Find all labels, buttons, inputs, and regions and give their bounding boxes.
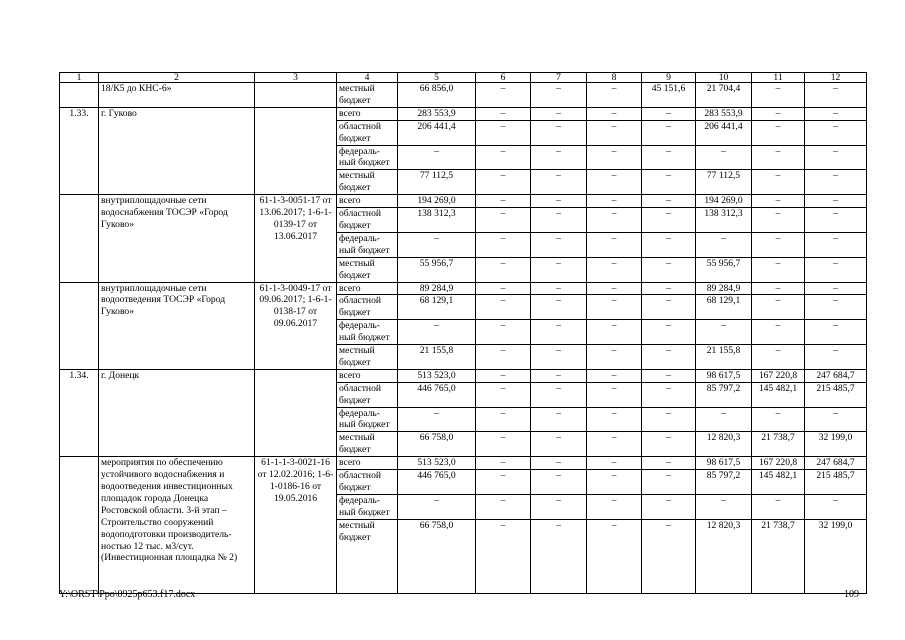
budget-type: всего [337, 107, 398, 120]
doc-reference: 61-1-3-0051-17 от 13.06.2017; 1-6-1-0139-17 от 13.06.2017 [255, 195, 337, 282]
dash-cell: – [531, 470, 587, 495]
doc-reference: 61-1-1-3-0021-16 от 12.02.2016; 1-6-1-0186-16 от 19.05.2016 [255, 457, 337, 594]
budget-type: областной бюджет [337, 295, 398, 320]
dash-cell: – [587, 145, 642, 170]
budget-type: местный бюджет [337, 432, 398, 457]
dash-cell: – [805, 494, 867, 519]
value-cell: 194 269,0 [696, 195, 752, 208]
value-cell: 66 758,0 [398, 432, 476, 457]
value-cell: 68 129,1 [696, 295, 752, 320]
value-cell: 206 441,4 [696, 120, 752, 145]
dash-cell: – [587, 432, 642, 457]
dash-cell: – [752, 232, 805, 257]
dash-cell: – [476, 470, 531, 495]
value-cell: 145 482,1 [752, 470, 805, 495]
object-name: внутриплощадочные сети водоснабжения ТОСЭР «Город Гуково» [99, 195, 255, 282]
value-cell: 89 284,9 [398, 282, 476, 295]
dash-cell: – [642, 195, 696, 208]
value-cell: 55 956,7 [398, 257, 476, 282]
value-cell: 145 482,1 [752, 382, 805, 407]
dash-cell: – [476, 120, 531, 145]
dash-cell: – [752, 320, 805, 345]
dash-cell: – [587, 382, 642, 407]
dash-cell: – [476, 295, 531, 320]
dash-cell: – [752, 295, 805, 320]
dash-cell: – [805, 170, 867, 195]
dash-cell: – [476, 407, 531, 432]
dash-cell: – [752, 494, 805, 519]
dash-cell: – [587, 369, 642, 382]
value-cell: 68 129,1 [398, 295, 476, 320]
object-name: мероприятия по обеспечению устойчивого водоснабжения и водоотведения инвестиционных площадок города Донецка Ростовской области. 3-й этап – Строительство сооружений водоподготовки производитель-ностью 12 тыс. м3/сут. (Инвестиционная площадка № 2) [99, 457, 255, 594]
object-name: 18/К5 до КНС-6» [99, 83, 255, 108]
dash-cell: – [476, 457, 531, 470]
budget-type: местный бюджет [337, 83, 398, 108]
dash-cell: – [531, 295, 587, 320]
dash-cell: – [752, 282, 805, 295]
dash-cell: – [805, 232, 867, 257]
budget-type: местный бюджет [337, 257, 398, 282]
value-cell: 66 856,0 [398, 83, 476, 108]
value-cell: 446 765,0 [398, 382, 476, 407]
dash-cell: – [752, 120, 805, 145]
row-number: 1.33. [60, 107, 99, 194]
value-cell: 12 820,3 [696, 432, 752, 457]
value-cell: 247 684,7 [805, 369, 867, 382]
dash-cell: – [531, 432, 587, 457]
dash-cell: – [587, 345, 642, 370]
value-cell: 138 312,3 [696, 208, 752, 233]
object-name: г. Донецк [99, 369, 255, 456]
budget-type: местный бюджет [337, 170, 398, 195]
dash-cell: – [642, 170, 696, 195]
dash-cell: – [805, 195, 867, 208]
value-cell: 12 820,3 [696, 519, 752, 593]
value-cell: 513 523,0 [398, 457, 476, 470]
dash-cell: – [752, 257, 805, 282]
dash-cell: – [398, 145, 476, 170]
dash-cell: – [642, 257, 696, 282]
dash-cell: – [752, 195, 805, 208]
dash-cell: – [531, 195, 587, 208]
dash-cell: – [531, 320, 587, 345]
value-cell: 21 738,7 [752, 519, 805, 593]
object-name: г. Гуково [99, 107, 255, 194]
dash-cell: – [476, 145, 531, 170]
dash-cell: – [476, 382, 531, 407]
dash-cell: – [587, 170, 642, 195]
value-cell: 138 312,3 [398, 208, 476, 233]
value-cell: 446 765,0 [398, 470, 476, 495]
col-header: 6 [476, 73, 531, 83]
dash-cell: – [476, 494, 531, 519]
value-cell: 283 553,9 [696, 107, 752, 120]
dash-cell: – [752, 170, 805, 195]
dash-cell: – [642, 295, 696, 320]
budget-type: федераль-ный бюджет [337, 494, 398, 519]
value-cell: 247 684,7 [805, 457, 867, 470]
dash-cell: – [587, 494, 642, 519]
dash-cell: – [805, 295, 867, 320]
budget-type: федераль-ный бюджет [337, 145, 398, 170]
budget-type: федераль-ный бюджет [337, 407, 398, 432]
dash-cell: – [476, 170, 531, 195]
table-row [60, 282, 867, 295]
dash-cell: – [531, 282, 587, 295]
dash-cell: – [805, 407, 867, 432]
dash-cell: – [642, 432, 696, 457]
budget-type: федераль-ный бюджет [337, 320, 398, 345]
dash-cell: – [587, 320, 642, 345]
dash-cell: – [531, 232, 587, 257]
value-cell: 55 956,7 [696, 257, 752, 282]
col-header: 12 [805, 73, 867, 83]
dash-cell: – [642, 519, 696, 593]
dash-cell: – [476, 208, 531, 233]
dash-cell: – [696, 320, 752, 345]
dash-cell: – [531, 208, 587, 233]
dash-cell: – [642, 407, 696, 432]
dash-cell: – [805, 107, 867, 120]
dash-cell: – [531, 457, 587, 470]
dash-cell: – [642, 369, 696, 382]
budget-type: местный бюджет [337, 345, 398, 370]
col-header: 10 [696, 73, 752, 83]
dash-cell: – [587, 120, 642, 145]
dash-cell: – [805, 320, 867, 345]
col-header: 9 [642, 73, 696, 83]
value-cell: 167 220,8 [752, 369, 805, 382]
dash-cell: – [805, 120, 867, 145]
col-header: 8 [587, 73, 642, 83]
col-header: 2 [99, 73, 255, 83]
dash-cell: – [642, 232, 696, 257]
dash-cell: – [696, 232, 752, 257]
value-cell: 98 617,5 [696, 457, 752, 470]
budget-type: всего [337, 369, 398, 382]
dash-cell: – [531, 519, 587, 593]
dash-cell: – [531, 382, 587, 407]
budget-type: всего [337, 457, 398, 470]
page-number: 109 [844, 589, 859, 600]
dash-cell: – [805, 257, 867, 282]
dash-cell: – [476, 432, 531, 457]
value-cell: 283 553,9 [398, 107, 476, 120]
object-name: внутриплощадочные сети водоотведения ТОСЭР «Город Гуково» [99, 282, 255, 369]
doc-reference: 61-1-3-0049-17 от 09.06.2017; 1-6-1-0138-17 от 09.06.2017 [255, 282, 337, 369]
value-cell: 89 284,9 [696, 282, 752, 295]
dash-cell: – [531, 107, 587, 120]
budget-type: федераль-ный бюджет [337, 232, 398, 257]
col-header: 4 [337, 73, 398, 83]
value-cell: 21 155,8 [696, 345, 752, 370]
value-cell: 77 112,5 [398, 170, 476, 195]
dash-cell: – [642, 382, 696, 407]
dash-cell: – [805, 345, 867, 370]
value-cell: 215 485,7 [805, 382, 867, 407]
dash-cell: – [752, 83, 805, 108]
value-cell: 513 523,0 [398, 369, 476, 382]
dash-cell: – [752, 407, 805, 432]
table-row [60, 369, 867, 382]
dash-cell: – [398, 494, 476, 519]
dash-cell: – [587, 457, 642, 470]
dash-cell: – [476, 232, 531, 257]
dash-cell: – [642, 457, 696, 470]
value-cell: 215 485,7 [805, 470, 867, 495]
dash-cell: – [642, 320, 696, 345]
budget-table [59, 72, 867, 594]
value-cell: 194 269,0 [398, 195, 476, 208]
dash-cell: – [642, 208, 696, 233]
dash-cell: – [642, 282, 696, 295]
budget-type: областной бюджет [337, 382, 398, 407]
dash-cell: – [476, 320, 531, 345]
value-cell: 85 797,2 [696, 382, 752, 407]
dash-cell: – [696, 145, 752, 170]
dash-cell: – [587, 107, 642, 120]
value-cell: 206 441,4 [398, 120, 476, 145]
dash-cell: – [398, 232, 476, 257]
dash-cell: – [642, 470, 696, 495]
dash-cell: – [587, 519, 642, 593]
budget-type: всего [337, 195, 398, 208]
col-header: 7 [531, 73, 587, 83]
dash-cell: – [587, 470, 642, 495]
col-header: 3 [255, 73, 337, 83]
dash-cell: – [587, 407, 642, 432]
dash-cell: – [531, 170, 587, 195]
dash-cell: – [642, 120, 696, 145]
table-row [60, 107, 867, 120]
value-cell: 85 797,2 [696, 470, 752, 495]
dash-cell: – [531, 407, 587, 432]
dash-cell: – [587, 282, 642, 295]
dash-cell: – [531, 145, 587, 170]
dash-cell: – [476, 257, 531, 282]
value-cell: 21 155,8 [398, 345, 476, 370]
value-cell: 98 617,5 [696, 369, 752, 382]
dash-cell: – [587, 83, 642, 108]
dash-cell: – [696, 494, 752, 519]
dash-cell: – [752, 145, 805, 170]
dash-cell: – [531, 83, 587, 108]
col-header: 11 [752, 73, 805, 83]
dash-cell: – [531, 494, 587, 519]
dash-cell: – [531, 120, 587, 145]
dash-cell: – [587, 195, 642, 208]
value-cell: 66 758,0 [398, 519, 476, 593]
dash-cell: – [587, 295, 642, 320]
dash-cell: – [398, 320, 476, 345]
value-cell: 32 199,0 [805, 519, 867, 593]
value-cell: 32 199,0 [805, 432, 867, 457]
dash-cell: – [531, 257, 587, 282]
dash-cell: – [805, 83, 867, 108]
dash-cell: – [587, 232, 642, 257]
budget-type: областной бюджет [337, 208, 398, 233]
header-row [60, 73, 867, 83]
budget-type: областной бюджет [337, 470, 398, 495]
file-path-footer: Y:\ORST\Ppo\0925p653.f17.docx [59, 589, 196, 600]
table-row [60, 83, 867, 108]
value-cell: 45 151,6 [642, 83, 696, 108]
dash-cell: – [476, 195, 531, 208]
dash-cell: – [642, 145, 696, 170]
dash-cell: – [476, 282, 531, 295]
dash-cell: – [476, 83, 531, 108]
dash-cell: – [587, 208, 642, 233]
dash-cell: – [805, 145, 867, 170]
dash-cell: – [805, 208, 867, 233]
table-row [60, 195, 867, 208]
dash-cell: – [476, 369, 531, 382]
dash-cell: – [531, 345, 587, 370]
dash-cell: – [476, 345, 531, 370]
value-cell: 77 112,5 [696, 170, 752, 195]
col-header: 5 [398, 73, 476, 83]
value-cell: 21 738,7 [752, 432, 805, 457]
dash-cell: – [805, 282, 867, 295]
budget-type: всего [337, 282, 398, 295]
table-row [60, 457, 867, 470]
dash-cell: – [752, 107, 805, 120]
dash-cell: – [531, 369, 587, 382]
dash-cell: – [642, 494, 696, 519]
budget-type: областной бюджет [337, 120, 398, 145]
dash-cell: – [476, 519, 531, 593]
value-cell: 167 220,8 [752, 457, 805, 470]
dash-cell: – [696, 407, 752, 432]
dash-cell: – [398, 407, 476, 432]
col-header: 1 [60, 73, 99, 83]
row-number: 1.34. [60, 369, 99, 456]
dash-cell: – [752, 208, 805, 233]
dash-cell: – [752, 345, 805, 370]
value-cell: 21 704,4 [696, 83, 752, 108]
budget-type: местный бюджет [337, 519, 398, 593]
dash-cell: – [476, 107, 531, 120]
dash-cell: – [642, 345, 696, 370]
dash-cell: – [642, 107, 696, 120]
dash-cell: – [587, 257, 642, 282]
